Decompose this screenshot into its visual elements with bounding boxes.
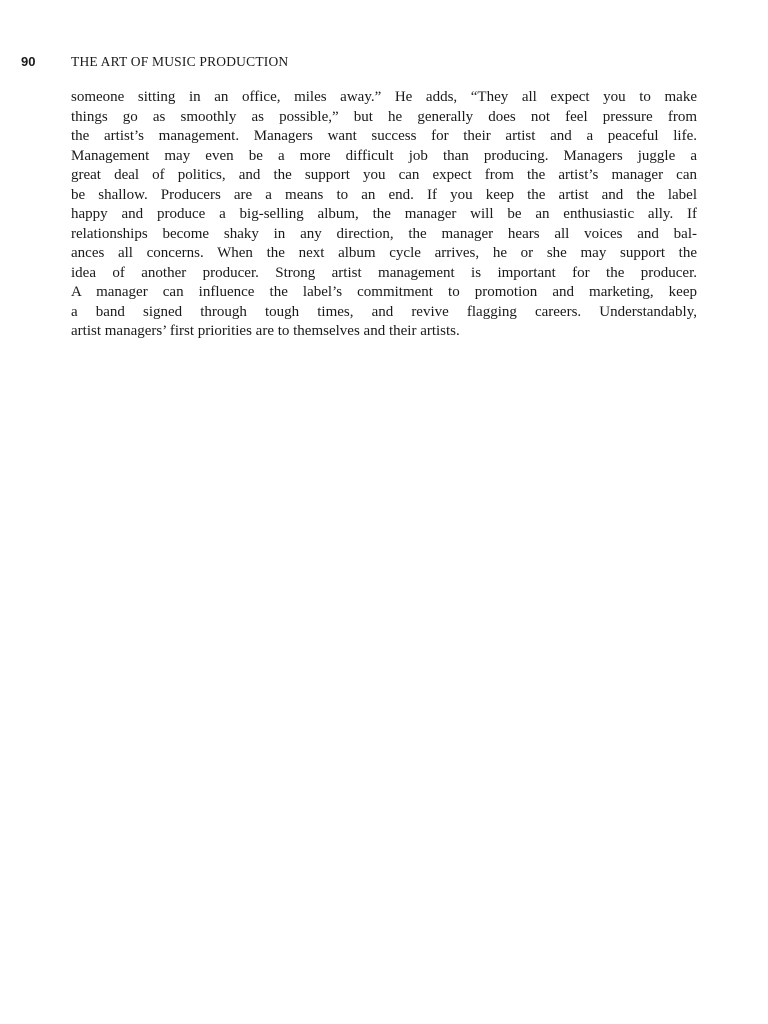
running-head: [21, 53, 728, 71]
text-line: A manager can influence the label’s commitment to promotion and marketing, keep: [71, 284, 697, 300]
text-line: a band signed through tough times, and revive flagging careers. Understandably,: [71, 303, 697, 320]
text-line: relationships become shaky in any direction, the manager hears all voices and bal-: [71, 225, 697, 242]
text-line: ances all concerns. When the next album cycle arrives, he or she may support the: [71, 245, 697, 261]
text-line: artist managers’ first priorities are to themselves and their artists.: [71, 323, 460, 339]
page-number: 90: [21, 54, 36, 69]
body-paragraph: [71, 88, 697, 342]
text-line: be shallow. Producers are a means to an end. If you keep the artist and the label: [71, 186, 697, 203]
text-line: Management may even be a more difficult job than producing. Managers juggle a: [71, 147, 697, 164]
text-line: things go as smoothly as possible,” but he generally does not feel pressure from: [71, 108, 697, 125]
text-line: happy and produce a big-selling album, the manager will be an enthusiastic ally. If: [71, 206, 697, 222]
book-title: THE ART OF MUSIC PRODUCTION: [71, 54, 289, 69]
text-line: the artist’s management. Managers want success for their artist and a peaceful life.: [71, 128, 697, 144]
text-line: idea of another producer. Strong artist management is important for the producer.: [71, 264, 697, 281]
text-line: great deal of politics, and the support you can expect from the artist’s manager can: [71, 167, 697, 183]
text-line: someone sitting in an office, miles away.” He adds, “They all expect you to make: [71, 89, 697, 105]
